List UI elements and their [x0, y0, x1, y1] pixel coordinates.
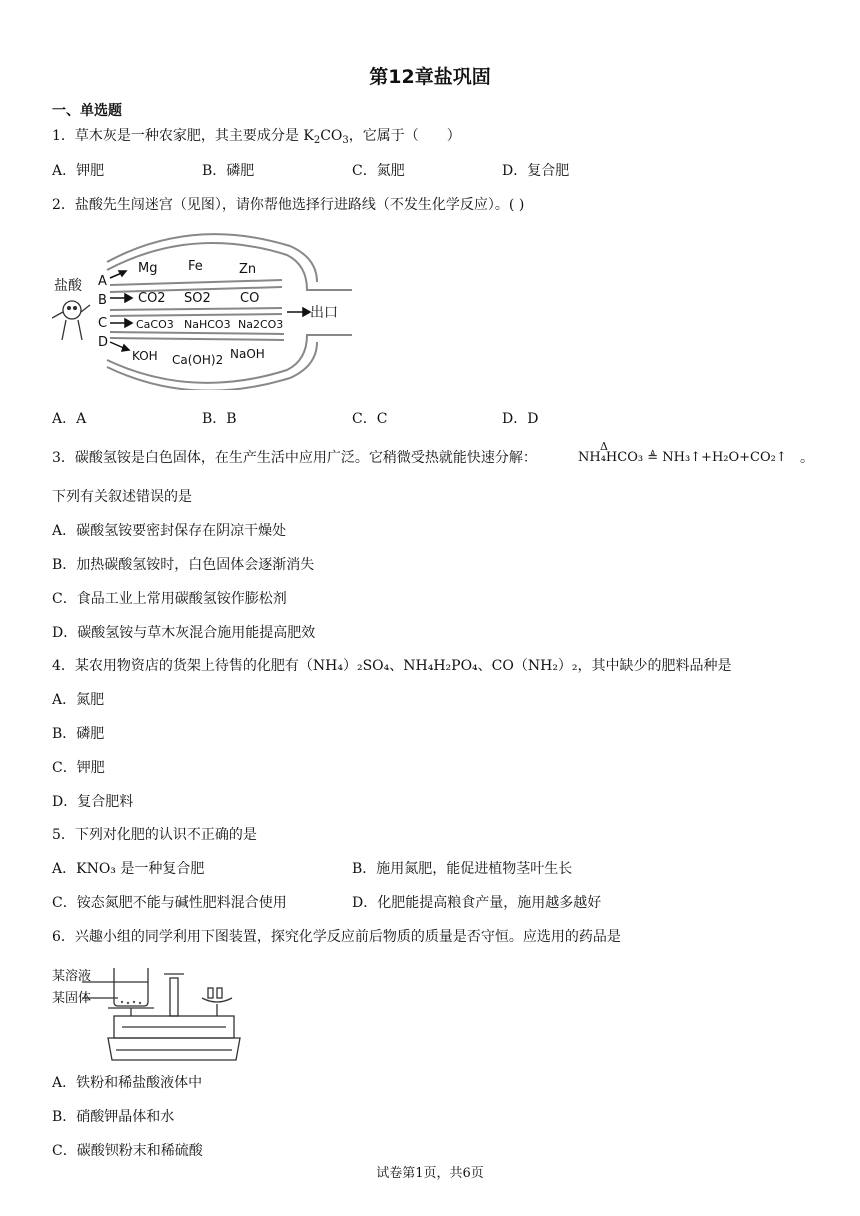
page-title: 第12章盐巩固 [369, 66, 491, 88]
q3-option-b[interactable]: B．加热碳酸氢铵时，白色固体会逐渐消失 [52, 557, 315, 573]
maze-figure [52, 230, 352, 390]
maze-a-1: Mg [138, 261, 158, 276]
maze-b-1: CO2 [138, 291, 166, 306]
maze-exit-label: 出口 [310, 305, 338, 321]
page-footer: 试卷第1页，共6页 [376, 1166, 484, 1181]
solution-label: 某溶液 [52, 969, 92, 984]
maze-a-2: Fe [188, 259, 203, 274]
q5-option-b[interactable]: B．施用氮肥，能促进植物茎叶生长 [352, 861, 573, 877]
q1-option-b[interactable]: B．磷肥 [202, 163, 255, 179]
maze-a-3: Zn [239, 262, 257, 277]
equation-delta: Δ [600, 440, 608, 453]
equation-end: 。 [800, 450, 814, 466]
q5-option-c[interactable]: C．铵态氮肥不能与碱性肥料混合使用 [52, 895, 287, 911]
balance-figure [52, 960, 242, 1065]
q4-option-a[interactable]: A．氮肥 [52, 692, 105, 708]
q1-option-d[interactable]: D．复合肥 [502, 163, 570, 179]
q2-option-b[interactable]: B．B [202, 411, 237, 427]
maze-d-1: KOH [132, 349, 158, 363]
question-2-stem: 2．盐酸先生闯迷宫（见图），请你帮他选择行进路线（不发生化学反应）。( ) [52, 197, 525, 213]
question-6-stem: 6．兴趣小组的同学利用下图装置，探究化学反应前后物质的质量是否守恒。应选用的药品是 [52, 929, 621, 945]
route-letter-c: C [98, 316, 108, 331]
question-3-prompt: 下列有关叙述错误的是 [52, 489, 192, 505]
maze-d-2: Ca(OH)2 [172, 353, 224, 367]
q4-option-b[interactable]: B．磷肥 [52, 726, 105, 742]
q4-option-d[interactable]: D．复合肥料 [52, 794, 134, 810]
q2-option-a[interactable]: A．A [52, 411, 87, 427]
q1-option-c[interactable]: C．氮肥 [352, 163, 405, 179]
maze-b-2: SO2 [184, 291, 211, 306]
question-3-stem: 3．碳酸氢铵是白色固体，在生产生活中应用广泛。它稍微受热就能快速分解： [52, 450, 537, 466]
decomposition-equation: NH₄HCO₃ ≜ NH₃↑+H₂O+CO₂↑ [578, 450, 787, 465]
q3-option-d[interactable]: D．碳酸氢铵与草木灰混合施用能提高肥效 [52, 625, 316, 641]
q4-option-c[interactable]: C．钾肥 [52, 760, 105, 776]
solid-label: 某固体 [52, 991, 92, 1006]
question-1-stem: 1．草木灰是一种农家肥，其主要成分是 $K_2CO_3$，它属于（ ） [52, 128, 461, 146]
route-letter-a: A [98, 274, 107, 289]
q2-option-d[interactable]: D．D [502, 411, 539, 427]
q2-option-c[interactable]: C．C [352, 411, 388, 427]
maze-d-3: NaOH [230, 347, 265, 361]
q6-option-c[interactable]: C．碳酸钡粉末和稀硫酸 [52, 1143, 203, 1159]
question-4-stem: 4．某农用物资店的货架上待售的化肥有（NH₄）₂SO₄、NH₄H₂PO₄、CO（NH₂）₂，其中缺少的肥料品种是 [52, 658, 732, 674]
maze-c-3: Na2CO3 [238, 318, 284, 331]
route-letter-b: B [98, 293, 107, 308]
maze-c-2: NaHCO3 [184, 318, 231, 331]
q3-option-a[interactable]: A．碳酸氢铵要密封保存在阴凉干燥处 [52, 523, 287, 539]
q3-option-c[interactable]: C．食品工业上常用碳酸氢铵作膨松剂 [52, 591, 287, 607]
q1-option-a[interactable]: A．钾肥 [52, 163, 105, 179]
maze-b-3: CO [240, 291, 260, 306]
q6-option-b[interactable]: B．硝酸钾晶体和水 [52, 1109, 175, 1125]
maze-person-label: 盐酸 [54, 278, 82, 294]
question-5-stem: 5．下列对化肥的认识不正确的是 [52, 827, 257, 843]
route-letter-d: D [98, 335, 109, 350]
q5-option-a[interactable]: A．KNO₃ 是一种复合肥 [52, 861, 205, 877]
section-heading: 一、单选题 [52, 103, 122, 119]
q6-option-a[interactable]: A．铁粉和稀盐酸液体中 [52, 1075, 203, 1091]
q5-option-d[interactable]: D．化肥能提高粮食产量，施用越多越好 [352, 895, 602, 911]
maze-c-1: CaCO3 [136, 318, 174, 331]
